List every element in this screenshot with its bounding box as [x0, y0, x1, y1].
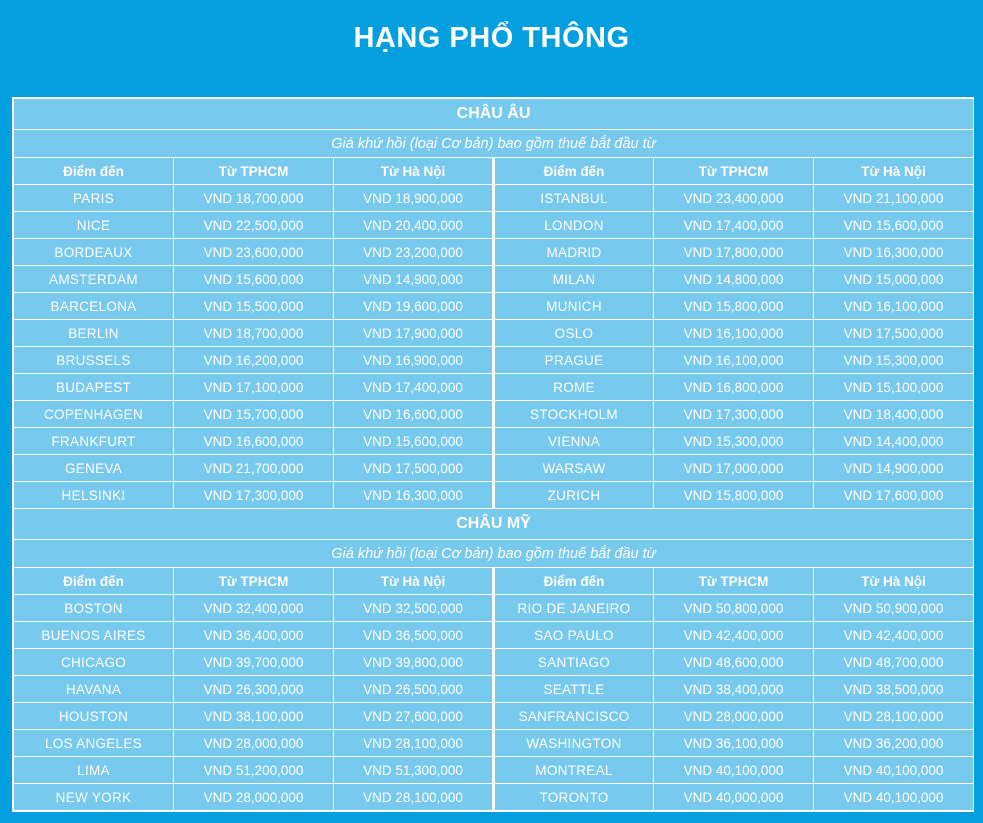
column-header-from-hcm: Từ TPHCM	[174, 158, 334, 185]
table-row	[14, 703, 974, 730]
fare-from-hanoi-cell: VND 15,300,000	[814, 347, 974, 374]
fare-from-hcm-cell: VND 50,800,000	[654, 595, 814, 622]
fare-from-hanoi-cell: VND 14,900,000	[814, 455, 974, 482]
fare-from-hanoi-cell: VND 17,500,000	[334, 455, 494, 482]
page-title: HẠNG PHỔ THÔNG	[353, 22, 630, 54]
fare-from-hanoi-cell: VND 26,500,000	[334, 676, 494, 703]
fare-from-hcm-cell: VND 28,000,000	[654, 703, 814, 730]
destination-cell: COPENHAGEN	[14, 401, 174, 428]
destination-cell: ZURICH	[494, 482, 654, 509]
column-header-destination: Điểm đến	[494, 568, 654, 595]
fare-from-hcm-cell: VND 17,400,000	[654, 212, 814, 239]
fare-from-hanoi-cell: VND 15,600,000	[814, 212, 974, 239]
fare-from-hanoi-cell: VND 16,600,000	[334, 401, 494, 428]
fare-note-row	[14, 130, 974, 158]
fare-from-hcm-cell: VND 15,600,000	[174, 266, 334, 293]
destination-cell: BOSTON	[14, 595, 174, 622]
table-row	[14, 428, 974, 455]
fare-from-hcm-cell: VND 39,700,000	[174, 649, 334, 676]
column-header-from-hanoi: Từ Hà Nội	[334, 158, 494, 185]
destination-cell: BARCELONA	[14, 293, 174, 320]
fare-from-hcm-cell: VND 16,200,000	[174, 347, 334, 374]
destination-cell: NEW YORK	[14, 784, 174, 811]
fare-from-hcm-cell: VND 40,000,000	[654, 784, 814, 811]
fare-from-hcm-cell: VND 16,100,000	[654, 347, 814, 374]
fare-from-hanoi-cell: VND 17,600,000	[814, 482, 974, 509]
fare-from-hanoi-cell: VND 14,400,000	[814, 428, 974, 455]
fare-from-hanoi-cell: VND 28,100,000	[334, 784, 494, 811]
fare-from-hcm-cell: VND 23,400,000	[654, 185, 814, 212]
destination-cell: ROME	[494, 374, 654, 401]
column-header-destination: Điểm đến	[14, 568, 174, 595]
fare-from-hcm-cell: VND 21,700,000	[174, 455, 334, 482]
fare-from-hcm-cell: VND 18,700,000	[174, 185, 334, 212]
fare-from-hcm-cell: VND 32,400,000	[174, 595, 334, 622]
fare-from-hcm-cell: VND 17,800,000	[654, 239, 814, 266]
destination-cell: LIMA	[14, 757, 174, 784]
fare-from-hanoi-cell: VND 16,300,000	[814, 239, 974, 266]
fare-from-hcm-cell: VND 16,600,000	[174, 428, 334, 455]
region-title: CHÂU MỸ	[14, 509, 974, 540]
fare-table	[13, 98, 974, 811]
fare-from-hcm-cell: VND 17,300,000	[174, 482, 334, 509]
fare-from-hanoi-cell: VND 32,500,000	[334, 595, 494, 622]
fare-from-hanoi-cell: VND 40,100,000	[814, 784, 974, 811]
destination-cell: HAVANA	[14, 676, 174, 703]
fare-from-hanoi-cell: VND 36,200,000	[814, 730, 974, 757]
fare-from-hanoi-cell: VND 15,000,000	[814, 266, 974, 293]
destination-cell: HOUSTON	[14, 703, 174, 730]
column-header-from-hanoi: Từ Hà Nội	[814, 568, 974, 595]
destination-cell: SANTIAGO	[494, 649, 654, 676]
destination-cell: HELSINKI	[14, 482, 174, 509]
destination-cell: BERLIN	[14, 320, 174, 347]
destination-cell: OSLO	[494, 320, 654, 347]
destination-cell: WASHINGTON	[494, 730, 654, 757]
fare-from-hcm-cell: VND 16,100,000	[654, 320, 814, 347]
fare-from-hanoi-cell: VND 23,200,000	[334, 239, 494, 266]
fare-from-hanoi-cell: VND 16,300,000	[334, 482, 494, 509]
fare-from-hcm-cell: VND 18,700,000	[174, 320, 334, 347]
fare-from-hcm-cell: VND 42,400,000	[654, 622, 814, 649]
fare-from-hcm-cell: VND 36,400,000	[174, 622, 334, 649]
fare-from-hcm-cell: VND 15,800,000	[654, 293, 814, 320]
fare-from-hcm-cell: VND 48,600,000	[654, 649, 814, 676]
fare-from-hcm-cell: VND 15,300,000	[654, 428, 814, 455]
table-row	[14, 320, 974, 347]
table-row	[14, 676, 974, 703]
fare-from-hcm-cell: VND 23,600,000	[174, 239, 334, 266]
destination-cell: MUNICH	[494, 293, 654, 320]
fare-from-hanoi-cell: VND 48,700,000	[814, 649, 974, 676]
destination-cell: WARSAW	[494, 455, 654, 482]
table-row	[14, 374, 974, 401]
fare-from-hcm-cell: VND 15,700,000	[174, 401, 334, 428]
fare-from-hcm-cell: VND 17,300,000	[654, 401, 814, 428]
destination-cell: VIENNA	[494, 428, 654, 455]
fare-from-hcm-cell: VND 28,000,000	[174, 730, 334, 757]
fare-from-hanoi-cell: VND 28,100,000	[334, 730, 494, 757]
region-header-row	[14, 99, 974, 130]
destination-cell: BRUSSELS	[14, 347, 174, 374]
destination-cell: MONTREAL	[494, 757, 654, 784]
fare-from-hcm-cell: VND 22,500,000	[174, 212, 334, 239]
fare-from-hcm-cell: VND 15,500,000	[174, 293, 334, 320]
fare-from-hanoi-cell: VND 38,500,000	[814, 676, 974, 703]
destination-cell: TORONTO	[494, 784, 654, 811]
fare-from-hanoi-cell: VND 36,500,000	[334, 622, 494, 649]
destination-cell: PARIS	[14, 185, 174, 212]
fare-table-container	[12, 97, 974, 812]
table-row	[14, 595, 974, 622]
destination-cell: FRANKFURT	[14, 428, 174, 455]
region-title: CHÂU ÂU	[14, 99, 974, 130]
column-header-from-hcm: Từ TPHCM	[654, 568, 814, 595]
fare-from-hcm-cell: VND 16,800,000	[654, 374, 814, 401]
destination-cell: PRAGUE	[494, 347, 654, 374]
destination-cell: BUENOS AIRES	[14, 622, 174, 649]
fare-from-hcm-cell: VND 26,300,000	[174, 676, 334, 703]
fare-from-hanoi-cell: VND 18,400,000	[814, 401, 974, 428]
fare-from-hcm-cell: VND 40,100,000	[654, 757, 814, 784]
table-row	[14, 347, 974, 374]
fare-from-hanoi-cell: VND 50,900,000	[814, 595, 974, 622]
column-header-from-hanoi: Từ Hà Nội	[814, 158, 974, 185]
fare-from-hanoi-cell: VND 27,600,000	[334, 703, 494, 730]
fare-from-hanoi-cell: VND 39,800,000	[334, 649, 494, 676]
fare-from-hanoi-cell: VND 17,500,000	[814, 320, 974, 347]
destination-cell: LOS ANGELES	[14, 730, 174, 757]
fare-from-hanoi-cell: VND 17,900,000	[334, 320, 494, 347]
fare-from-hanoi-cell: VND 14,900,000	[334, 266, 494, 293]
fare-from-hanoi-cell: VND 19,600,000	[334, 293, 494, 320]
destination-cell: GENEVA	[14, 455, 174, 482]
column-header-from-hanoi: Từ Hà Nội	[334, 568, 494, 595]
fare-from-hcm-cell: VND 38,400,000	[654, 676, 814, 703]
fare-from-hanoi-cell: VND 17,400,000	[334, 374, 494, 401]
table-row	[14, 212, 974, 239]
fare-from-hanoi-cell: VND 15,600,000	[334, 428, 494, 455]
region-header-row	[14, 509, 974, 540]
table-row	[14, 784, 974, 811]
table-row	[14, 266, 974, 293]
column-header-row	[14, 568, 974, 595]
fare-from-hcm-cell: VND 28,000,000	[174, 784, 334, 811]
fare-from-hcm-cell: VND 14,800,000	[654, 266, 814, 293]
table-row	[14, 730, 974, 757]
destination-cell: SANFRANCISCO	[494, 703, 654, 730]
table-row	[14, 757, 974, 784]
destination-cell: RIO DE JANEIRO	[494, 595, 654, 622]
destination-cell: BUDAPEST	[14, 374, 174, 401]
fare-from-hanoi-cell: VND 51,300,000	[334, 757, 494, 784]
destination-cell: STOCKHOLM	[494, 401, 654, 428]
destination-cell: BORDEAUX	[14, 239, 174, 266]
fare-from-hanoi-cell: VND 16,900,000	[334, 347, 494, 374]
fare-note: Giá khứ hồi (loại Cơ bản) bao gồm thuế bắt đầu từ	[14, 130, 974, 158]
table-row	[14, 293, 974, 320]
destination-cell: SAO PAULO	[494, 622, 654, 649]
column-header-from-hcm: Từ TPHCM	[174, 568, 334, 595]
table-row	[14, 401, 974, 428]
table-row	[14, 239, 974, 266]
fare-from-hcm-cell: VND 36,100,000	[654, 730, 814, 757]
destination-cell: LONDON	[494, 212, 654, 239]
column-header-destination: Điểm đến	[494, 158, 654, 185]
destination-cell: SEATTLE	[494, 676, 654, 703]
table-row	[14, 185, 974, 212]
column-header-destination: Điểm đến	[14, 158, 174, 185]
fare-from-hcm-cell: VND 17,000,000	[654, 455, 814, 482]
destination-cell: CHICAGO	[14, 649, 174, 676]
fare-note-row	[14, 540, 974, 568]
column-header-from-hcm: Từ TPHCM	[654, 158, 814, 185]
fare-from-hanoi-cell: VND 15,100,000	[814, 374, 974, 401]
destination-cell: ISTANBUL	[494, 185, 654, 212]
fare-table-body	[14, 99, 974, 811]
fare-from-hcm-cell: VND 38,100,000	[174, 703, 334, 730]
fare-from-hanoi-cell: VND 20,400,000	[334, 212, 494, 239]
destination-cell: AMSTERDAM	[14, 266, 174, 293]
destination-cell: NICE	[14, 212, 174, 239]
fare-from-hcm-cell: VND 15,800,000	[654, 482, 814, 509]
column-header-row	[14, 158, 974, 185]
fare-from-hcm-cell: VND 51,200,000	[174, 757, 334, 784]
table-row	[14, 455, 974, 482]
fare-from-hanoi-cell: VND 21,100,000	[814, 185, 974, 212]
fare-from-hanoi-cell: VND 18,900,000	[334, 185, 494, 212]
fare-from-hanoi-cell: VND 40,100,000	[814, 757, 974, 784]
fare-note: Giá khứ hồi (loại Cơ bản) bao gồm thuế bắt đầu từ	[14, 540, 974, 568]
table-row	[14, 482, 974, 509]
destination-cell: MADRID	[494, 239, 654, 266]
fare-from-hanoi-cell: VND 16,100,000	[814, 293, 974, 320]
fare-from-hcm-cell: VND 17,100,000	[174, 374, 334, 401]
destination-cell: MILAN	[494, 266, 654, 293]
fare-from-hanoi-cell: VND 28,100,000	[814, 703, 974, 730]
table-row	[14, 622, 974, 649]
table-row	[14, 649, 974, 676]
fare-from-hanoi-cell: VND 42,400,000	[814, 622, 974, 649]
